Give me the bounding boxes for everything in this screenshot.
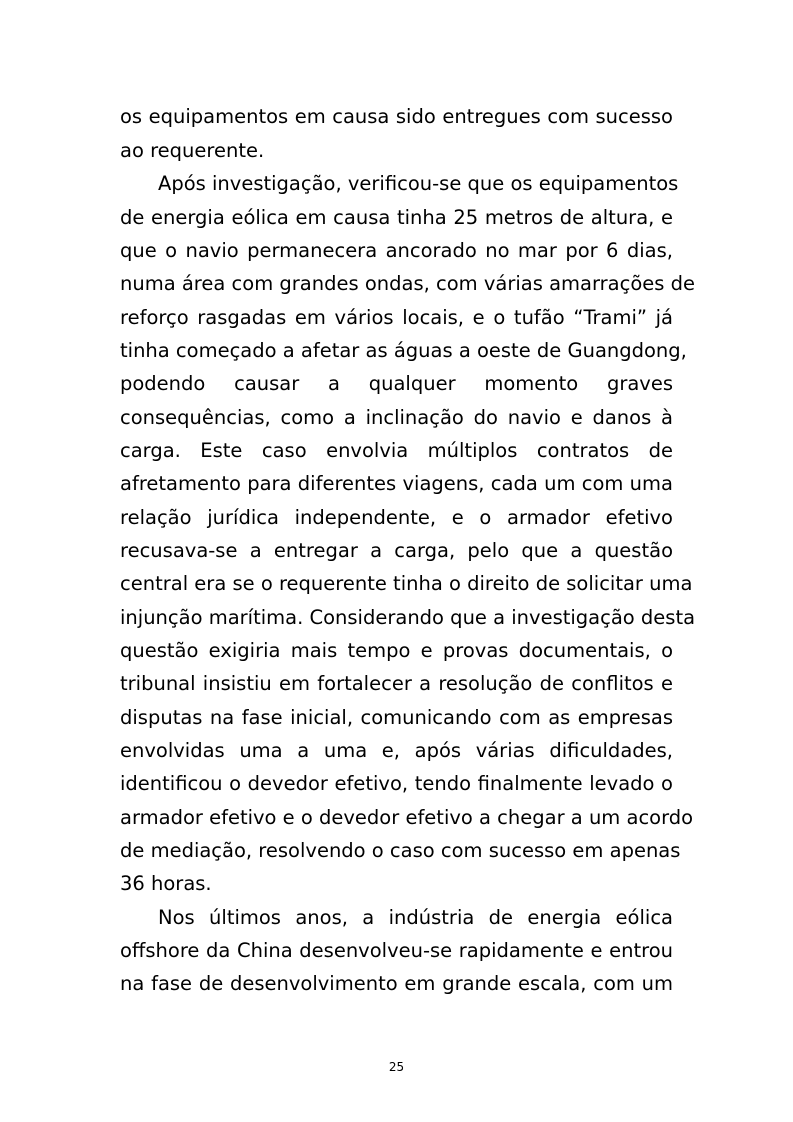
text-line: consequências, como a inclinação do navio e danos à [120,406,673,429]
text-line: identificou o devedor efetivo, tendo finalmente levado o [120,772,673,795]
text-line: armador efetivo e o devedor efetivo a chegar a um acordo [120,806,694,829]
text-line: disputas na fase inicial, comunicando com as empresas [120,706,673,729]
text-line: numa área com grandes ondas, com várias amarrações de [120,272,695,295]
text-line: offshore da China desenvolveu-se rapidamente e entrou [120,939,673,962]
text-line: central era se o requerente tinha o direito de solicitar uma [120,572,693,595]
text-line: relação jurídica independente, e o armador efetivo [120,506,673,529]
paragraph-first-line: Após investigação, verificou-se que os equipamentos [158,172,679,195]
text-line: questão exigiria mais tempo e provas documentais, o [120,639,673,662]
paragraph-first-line: Nos últimos anos, a indústria de energia eólica [158,906,673,929]
text-line: que o navio permanecera ancorado no mar por 6 dias, [120,239,673,262]
text-line: injunção marítima. Considerando que a investigação desta [120,606,696,629]
text-line: afretamento para diferentes viagens, cada um com uma [120,472,673,495]
text-line: tribunal insistiu em fortalecer a resolução de conflitos e [120,672,673,695]
text-line: de mediação, resolvendo o caso com sucesso em apenas [120,839,681,862]
page-number: 25 [388,1060,405,1074]
text-line: recusava-se a entregar a carga, pelo que a questão [120,539,673,562]
text-line: na fase de desenvolvimento em grande escala, com um [120,972,673,995]
text-line: podendo causar a qualquer momento graves [120,372,673,395]
text-line: envolvidas uma a uma e, após várias dificuldades, [120,739,673,762]
text-line: de energia eólica em causa tinha 25 metros de altura, e [120,206,673,229]
text-line: carga. Este caso envolvia múltiplos contratos de [120,439,673,462]
text-line: os equipamentos em causa sido entregues com sucesso [120,105,673,128]
text-line: ao requerente. [120,139,265,162]
text-line: reforço rasgadas em vários locais, e o tufão “Trami” já [120,306,673,329]
text-line: 36 horas. [120,872,212,895]
text-line: tinha começado a afetar as águas a oeste de Guangdong, [120,339,687,362]
